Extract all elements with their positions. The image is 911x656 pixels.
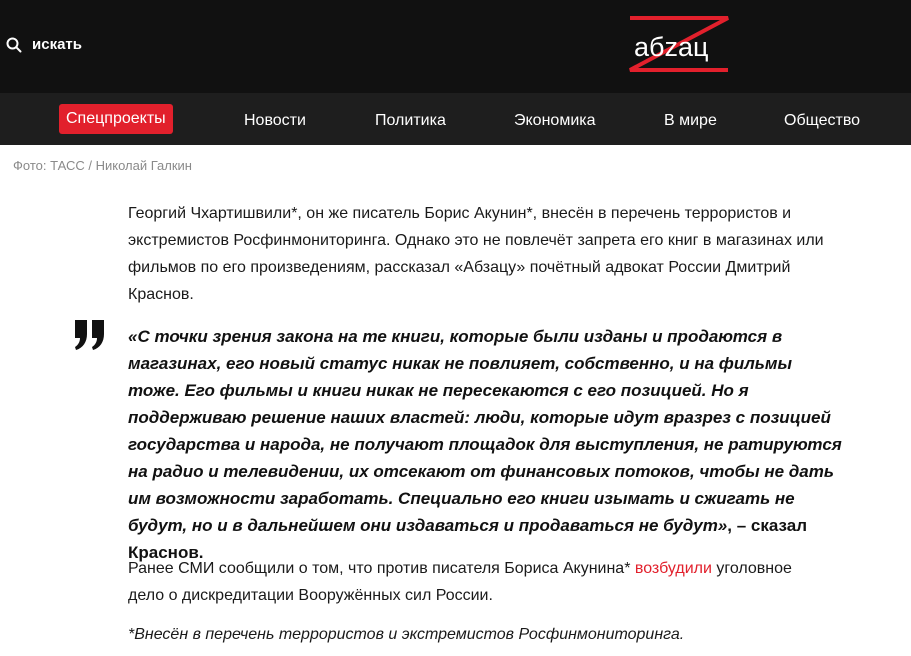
search-icon	[6, 37, 22, 53]
site-header	[0, 0, 911, 93]
logo-text: абzац	[634, 32, 709, 62]
article-footnote: *Внесён в перечень террористов и экстремистов Росфинмониторинга.	[128, 626, 685, 643]
nav-item-economy[interactable]: Экономика	[514, 112, 596, 129]
photo-credit: Фото: ТАСС / Николай Галкин	[13, 158, 192, 173]
nav-item-society[interactable]: Общество	[784, 112, 861, 129]
main-navigation	[0, 93, 911, 145]
paragraph-2-text-after: уголовное дело о дискредитации Вооружённых сил России.	[128, 560, 792, 604]
paragraph-2-text-before: Ранее СМИ сообщили о том, что против писателя Бориса Акунина*	[128, 560, 635, 577]
nav-item-politics[interactable]: Политика	[375, 112, 446, 129]
article-lead-paragraph: Георгий Чхартишвили*, он же писатель Борис Акунин*, внесён в перечень террористов и экстремистов Росфинмониторинга. Однако это не повлечёт запрета его книг в магазинах или фильмов по его произведениям, рассказал «Абзацу» почётный адвокат России Дмитрий Краснов.	[128, 205, 824, 303]
site-logo[interactable]	[626, 12, 732, 76]
nav-item-special-projects[interactable]: Спецпроекты	[59, 104, 173, 134]
quote-icon	[74, 318, 106, 352]
quote-attribution: , – сказал Краснов.	[128, 516, 807, 562]
article-quote	[128, 323, 848, 566]
quote-text: «С точки зрения закона на те книги, которые были изданы и продаются в магазинах, его новый статус никак не повлияет, собственно, и на фильмы тоже. Его фильмы и книги никак не пересекаются с его позицией. Но я поддерживаю решение наших властей: люди, которые идут вразрез с позицией государства и народа, не получают площадок для выступления, не ратируются на радио и телевидении, их отсекают от финансовых потоков, чтобы не дать им возможности заработать. Специально его книги изымать и сжигать не будут, но и в дальнейшем они издаваться и продаваться не будут»	[128, 327, 842, 535]
related-article-link[interactable]: возбудили	[634, 560, 712, 577]
article-paragraph-2	[128, 555, 828, 609]
nav-item-world[interactable]: В мире	[664, 112, 717, 129]
search-button[interactable]	[6, 36, 82, 53]
search-label: искать	[32, 36, 82, 53]
nav-item-news[interactable]: Новости	[244, 112, 306, 129]
